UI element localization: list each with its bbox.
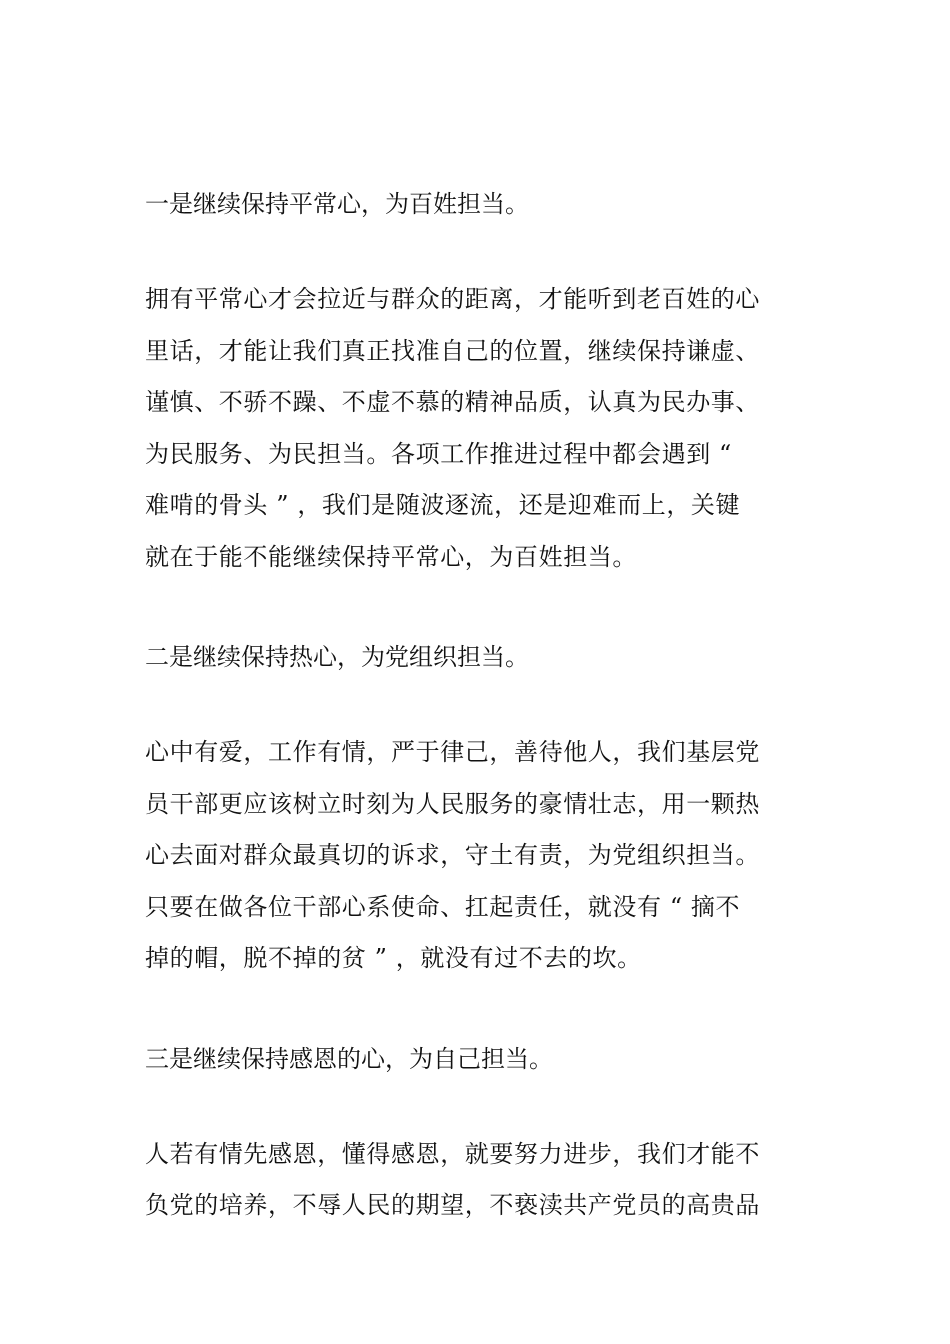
section-paragraph-3 [145,1129,810,1232]
section-paragraph-1 [145,274,810,583]
paragraph-line: 难啃的骨头 ” ，我们是随波逐流，还是迎难而上，关键 [145,491,741,519]
paragraph-line: 心中有爱，工作有情，严于律己，善待他人，我们基层党 [145,738,760,766]
paragraph-line: 为民服务、为民担当。各项工作推进过程中都会遇到 “ [145,439,732,468]
paragraph-line: 就在于能不能继续保持平常心，为百姓担当。 [145,542,637,571]
section-heading-1: 一是继续保持平常心，为百姓担当。 [145,190,529,218]
paragraph-line: 负党的培养，不辱人民的期望，不亵渎共产党员的高贵品 [145,1191,760,1219]
paragraph-line: 员干部更应该树立时刻为人民服务的豪情壮志，用一颗热 [145,789,760,818]
paragraph-line: 只要在做各位干部心系使命、扛起责任，就没有 “ 摘不 [145,892,741,921]
document-page [145,180,810,1232]
section-heading-3: 三是继续保持感恩的心，为自己担当。 [145,1044,553,1073]
paragraph-line: 心去面对群众最真切的诉求，守土有责，为党组织担当。 [145,841,760,869]
paragraph-line: 谨慎、不骄不躁、不虚不慕的精神品质，认真为民办事、 [145,388,760,416]
section-paragraph-2 [145,727,810,985]
paragraph-line: 人若有情先感恩，懂得感恩，就要努力进步，我们才能不 [145,1139,760,1168]
paragraph-line: 掉的帽，脱不掉的贫 ” ，就没有过不去的坎。 [145,944,642,972]
paragraph-line: 里话，才能让我们真正找准自己的位置，继续保持谦虚、 [145,336,760,365]
section-heading-2: 二是继续保持热心，为党组织担当。 [145,643,529,671]
paragraph-line: 拥有平常心才会拉近与群众的距离，才能听到老百姓的心 [145,285,760,313]
